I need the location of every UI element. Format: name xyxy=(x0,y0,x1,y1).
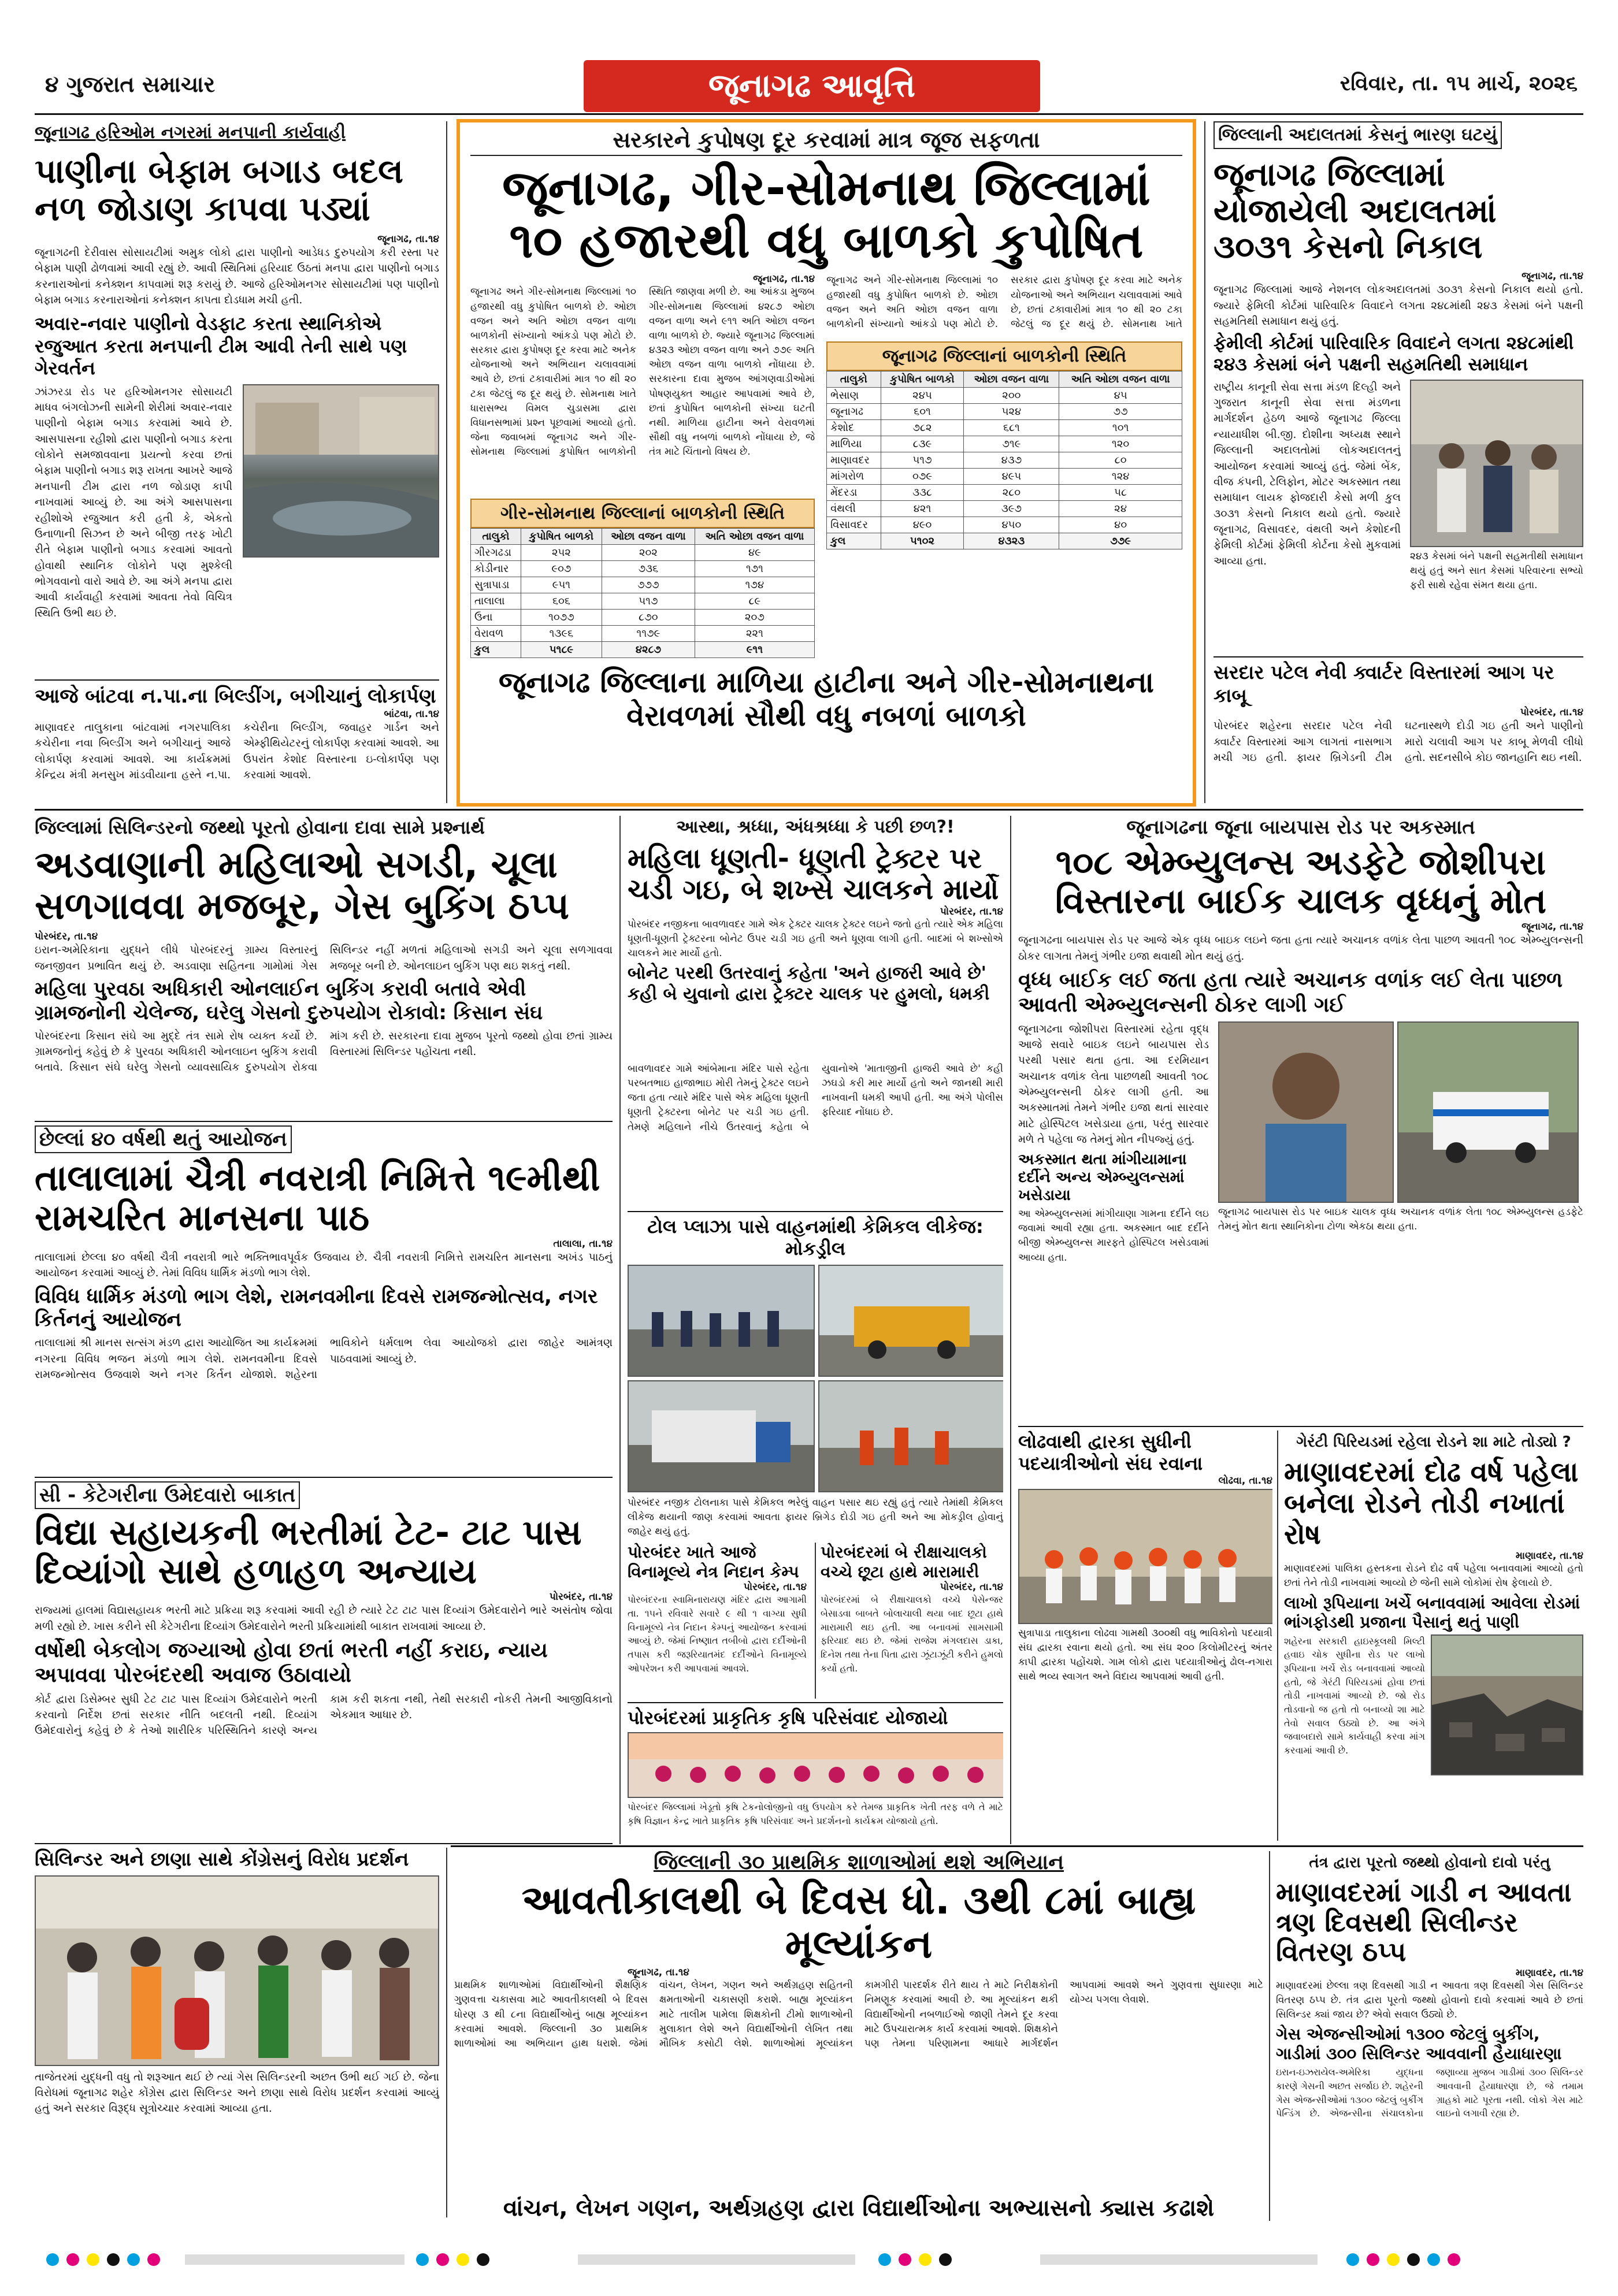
table-cell: કુલ xyxy=(827,533,881,549)
masthead-rule xyxy=(35,113,1583,115)
body-text: રાજ્યમાં હાલમાં વિદ્યાસહાયક ભરતી માટે પ્રક્રિયા શરૂ કરવામાં આવી રહી છે ત્યારે ટેટ ટાટ પાસ દિવ્યાંગ ઉમેદવારોને ભારે અસંતોષ જોવા મળી રહ્યો છે. ખાસ કરીને સી કેટેગરીના દિવ્યાંગ ઉમેદવારોને ભરતી પ્રક્રિયામાંથી બાકાત રાખવામાં આવ્યા છે. xyxy=(35,1604,613,1633)
table-row xyxy=(471,626,815,642)
dateline: તાલાલા, તા.૧૪ xyxy=(553,1238,613,1250)
registration-dot xyxy=(1407,2253,1420,2266)
table-cell: કોડીનાર xyxy=(471,561,521,577)
table-title-junagadh: જૂનાગઢ જિલ્લાનાં બાળકોની સ્થિતિ xyxy=(826,341,1182,371)
subhead: લાખો રૂપિયાના ખર્ચે બનાવવામાં આવેલા રોડમાં ભાંગફોડથી પ્રજાના પૈસાનું થતું પાણી xyxy=(1284,1593,1580,1632)
body-text: કોર્ટ દ્વારા ડિસેમ્બર સુધી ટેટ ટાટ પાસ દિવ્યાંગ ઉમેદવારોને ભરતી કરવાનો નિર્દેશ છતાં સરકાર નીતિ બદલતી નથી. દિવ્યાંગ ઉમેદવારોનું કહેવું છે કે તેઓ શારીરિક પરિસ્થિતિને કારણે અન્ય કામ કરી શકતા નથી, તેથી સરકારી નોકરી તેમની આજીવિકાનો એકમાત્ર આધાર છે. xyxy=(35,1693,613,1737)
registration-dot xyxy=(107,2253,120,2266)
body-text: પ્રાથમિક શાળાઓમાં વિદ્યાર્થીઓની શૈક્ષણિક ગુણવત્તા ચકાસવા માટે આવતીકાલથી બે દિવસ ધોરણ ૩ થી ૮ના વિદ્યાર્થીઓનું બાહ્ય મૂલ્યાંકન કરવામાં આવશે. જિલ્લાની ૩૦ પ્રાથમિક શાળાઓમાં આ અભિયાન હાથ ધરાશે. જેમાં વાંચન, લેખન, ગણન અને અર્થગ્રહણ સહિતની ક્ષમતાઓની ચકાસણી કરાશે. બાહ્ય મૂલ્યાંકન માટે તાલીમ પામેલા શિક્ષકોની ટીમો શાળાઓની મુલાકાત લેશે અને વિદ્યાર્થીઓની લેખિત તથા મૌખિક કસોટી લેશે. શાળાઓમાં મૂલ્યાંકન કામગીરી પારદર્શક રીતે થાય તે માટે નિરીક્ષકોની નિમણૂક કરવામાં આવી છે. આ મૂલ્યાંકન થકી વિદ્યાર્થીઓની નબળાઈઓ જાણી તેમને દૂર કરવા માટે ઉપચારાત્મક કાર્ય કરવામાં આવશે. શિક્ષકોને પણ તેમના પરિણામના આધારે માર્ગદર્શન આપવામાં આવશે અને ગુણવત્તા સુધારણા માટે યોગ્ય પગલા લેવાશે. xyxy=(454,1979,1263,2049)
kicker-box: સી - કેટેગરીના ઉમેદવારો બાકાત xyxy=(35,1481,300,1509)
body-text: ઇરાન-અમેરિકાના યુદ્ધને લીધે પોરબંદરનું ગ્રામ્ય વિસ્તારનું જનજીવન પ્રભાવિત થયું છે. અડવાણા સહિતના ગામોમાં ગેસ સિલિન્ડર નહીં મળતાં મહિલાઓ સગડી અને ચૂલા સળગાવવા મજબૂર બની છે. ઓનલાઇન બુકિંગ પણ થઇ શકતું નથી. xyxy=(35,944,613,972)
registration-dot xyxy=(878,2253,891,2266)
table-cell: ૪૫ xyxy=(1059,388,1182,404)
lok-adalat-photo xyxy=(1410,380,1583,547)
table-cell: ૨૮૦ xyxy=(964,485,1059,501)
article-school xyxy=(454,1851,1263,2232)
page-label: ૪ ગુજરાત સમાચાર xyxy=(45,72,216,97)
table-row xyxy=(827,436,1182,452)
edition-title: જૂનાગઢ આવૃત્તિ xyxy=(708,67,916,105)
table-cell: વિસાવદર xyxy=(827,517,881,533)
table-cell: ૨૫૨ xyxy=(521,545,602,561)
headline: ટોલ પ્લાઝા પાસે વાહનમાંથી કેમિકલ લીકેજ: મોકડ્રીલ xyxy=(647,1216,984,1260)
table-cell: ૪૩૨૩ xyxy=(964,533,1059,549)
table-cell: ૫૧૦૨ xyxy=(881,533,964,549)
table-cell: ૪૯૦ xyxy=(881,517,964,533)
headline: અડવાણાની મહિલાઓ સગડી, ચૂલા સળગાવવા મજબૂર, ગેસ બુકિંગ ઠપ્પ xyxy=(35,844,570,928)
section-rule xyxy=(628,1702,1003,1703)
section-rule xyxy=(35,809,1583,811)
table-total-row xyxy=(471,642,815,658)
headline: જૂનાગઢ, ગીર-સોમનાથ જિલ્લામાં ૧૦ હજારથી વધુ બાળકો કુપોષિત xyxy=(502,159,1151,269)
section-rule xyxy=(628,1211,1003,1212)
dateline: પોરબંદર, તા.૧૪ xyxy=(940,1581,1003,1593)
table-row xyxy=(471,545,815,561)
table-cell: ૬૮૧ xyxy=(964,420,1059,436)
table-row xyxy=(471,561,815,577)
headline: આવતીકાલથી બે દિવસ ધો. ૩થી ૮માં બાહ્ય મૂલ્યાંકન xyxy=(521,1878,1196,1968)
registration-marks-mid xyxy=(878,2253,1017,2271)
dateline: જૂનાગઢ, તા.૧૪ xyxy=(753,273,815,285)
article-water xyxy=(35,121,439,676)
table-cell: ૫૧૭ xyxy=(602,593,695,610)
dateline: લોઢવા, તા.૧૪ xyxy=(1218,1474,1272,1487)
column-rule xyxy=(1277,1431,1278,1841)
table-cell: કેશોદ xyxy=(827,420,881,436)
table-total-row xyxy=(827,533,1182,549)
article-lokarpan xyxy=(35,685,439,800)
body-text: જૂનાગઢ અને ગીર-સોમનાથ જિલ્લામાં ૧૦ હજારથી વધુ કુપોષિત બાળકો છે. ઓછા વજન અને અતિ ઓછા વજન વાળા બાળકોની સંખ્યાનો આંકડો પણ મોટો છે. સરકાર દ્વારા કુપોષણ દૂર કરવા માટે અનેક યોજનાઓ અને અભિયાન ચલાવવામાં આવે છે, છતાં ટકાવારીમાં માત્ર ૧૦ થી ૨૦ ટકા જેટલું જ દૂર થયું છે. સોમનાથ ખાતે ધારાસભ્ય વિમલ ચુડાસમા દ્વારા વિધાનસભામાં પ્રશ્ન પૂછવામાં આવ્યો હતો. જેના જવાબમાં જૂનાગઢ અને ગીર-સોમનાથ જિલ્લામાં કુપોષિત બાળકોની સ્થિતિ જાણવા મળી છે. આ આંકડા મુજબ ગીર-સોમનાથ જિલ્લામાં ૪૨૮૭ ઓછા વજન વાળા અને ૯૧૧ અતિ ઓછા વજન વાળા બાળકો છે. જ્યારે જૂનાગઢ જિલ્લામાં ૪૩૨૩ ઓછા વજન વાળા અને ૭૭૯ અતિ ઓછા વજન વાળા બાળકો નોંધાયા છે. સરકારના દાવા મુજબ આંગણવાડીઓમાં પોષણયુક્ત આહાર આપવામાં આવે છે, છતાં કુપોષિત બાળકોની સંખ્યા ઘટતી નથી. માળિયા હાટીના અને વેરાવળમાં સૌથી વધુ નબળાં બાળકો નોંધાયા છે, જે તંત્ર માટે ચિંતાનો વિષય છે. xyxy=(470,286,815,458)
registration-marks-right xyxy=(1346,2253,1566,2271)
table-cell: ૪૨૮૭ xyxy=(602,642,695,658)
dateline: માણાવદર, તા.૧૪ xyxy=(1515,1550,1583,1562)
headline: સરદાર પટેલ નેવી ક્વાર્ટર વિસ્તારમાં આગ પર કાબૂ xyxy=(1214,661,1554,707)
protest-illustration xyxy=(36,1877,439,2066)
kicker xyxy=(35,1125,613,1153)
table-cell: ૬૦૧ xyxy=(881,404,964,420)
street-illustration xyxy=(244,385,439,558)
table-cell: સુત્રાપાડા xyxy=(471,577,521,593)
article-tet xyxy=(35,1481,613,1840)
mockdrill-photo-3 xyxy=(628,1380,815,1492)
photo-caption: પોરબંદર નજીક ટોલનાકા પાસે કેમિકલ ભરેલું વાહન પસાર થઇ રહ્યું હતું ત્યારે તેમાંથી કેમિકલ લીકેજ થયાની જાણ કરવામાં આવતા ફાયર બ્રિગેડ દોડી ગઇ હતી અને આ મોકડ્રીલ હોવાનું જાહેર થયું હતું. xyxy=(628,1496,1003,1538)
table-cell: ૫૧૮૯ xyxy=(521,642,602,658)
kicker: જિલ્લામાં સિલિન્ડરનો જથ્થો પૂરતો હોવાના દાવા સામે પ્રશ્નાર્થ xyxy=(35,816,485,838)
table-cell: ૧૦૭૭ xyxy=(521,610,602,626)
table-cell: માંગરોળ xyxy=(827,469,881,485)
table-cell: ૧૨૦ xyxy=(1059,436,1182,452)
dateline: માણાવદર, તા.૧૪ xyxy=(1515,1967,1583,1979)
table-cell: ૮૦ xyxy=(1059,452,1182,469)
body-text: જૂનાગઢની દેરીવાસ સોસાયટીમાં અમુક લોકો દ્વારા પાણીનો આડેધડ દુરુપયોગ કરી રસ્તા પર બેફામ પાણી ઢોળવામાં આવી રહ્યું છે. આવી સ્થિતિમાં હરિયાદ ઉઠતાં મનપા દ્વારા પાણીનો બગાડ કરનારાઓનાં કનેક્શન કાપવામાં શરૂ કરાયું છે. આજે હરિઓમનગર સોસાયટીમાં પણ પાણીનો બેફામ બગાડ કરનારાઓનાં કનેક્શન કાપતા દોડધામ મચી હતી. xyxy=(35,246,439,307)
table-cell: ૨૦૨ xyxy=(602,545,695,561)
table-row xyxy=(471,577,815,593)
th: કુપોષિત બાળકો xyxy=(521,529,602,545)
photo-caption: જૂનાગઢ બાયપાસ રોડ પર બાઇક ચાલક વૃધ્ધ અચાનક વળાંક લેતા ૧૦૮ એમ્બ્યુલન્સ હડફેટે તેમનું મોત થતા સ્થાનિકોના ટોળા એકઠા થયા હતા. xyxy=(1218,1206,1583,1232)
body-text: સુત્રાપાડા તાલુકાના લોઢવા ગામથી ૩૦૦થી વધુ ભાવિકોનો પદયાત્રી સંઘ દ્વારકા રવાના થયો હતો. આ સંઘ ૨૦૦ કિલોમીટરનું અંતર કાપી દ્વારકા પહોંચશે. ગામ લોકો દ્વારા પદયાત્રીઓનું ઢોલ-નગારા સાથે ભવ્ય સ્વાગત અને વિદાય આપવામાં આવી હતી. xyxy=(1018,1627,1272,1683)
body-text: તાલાલામાં છેલ્લા ૪૦ વર્ષથી ચૈત્રી નવરાત્રી ભારે ભક્તિભાવપૂર્વક ઉજવાય છે. ચૈત્રી નવરાત્રી નિમિત્તે રામચરિત માનસના અખંડ પાઠનું આયોજન કરવામાં આવ્યું છે. તેમાં વિવિધ ધાર્મિક મંડળો ભાગ લેશે. xyxy=(35,1251,613,1280)
protest-photo xyxy=(35,1875,439,2066)
table-cell: ૩૯૭ xyxy=(964,501,1059,517)
registration-dot xyxy=(1387,2253,1400,2266)
table-cell: કુલ xyxy=(471,642,521,658)
article-malnutrition xyxy=(457,119,1196,807)
th: તાલુકો xyxy=(471,529,521,545)
section-rule xyxy=(35,1843,613,1844)
table-cell: ૪૨૧ xyxy=(881,501,964,517)
table-cell: ૧૧૭૯ xyxy=(602,626,695,642)
th: અતિ ઓછા વજન વાળા xyxy=(1059,371,1182,388)
table-cell: ૫૮ xyxy=(1059,485,1182,501)
table-cell: વેરાવળ xyxy=(471,626,521,642)
dateline: જૂનાગઢ, તા.૧૪ xyxy=(1521,270,1583,283)
table-cell: ૧૩૯૬ xyxy=(521,626,602,642)
table-gir xyxy=(470,528,815,658)
registration-dot xyxy=(436,2253,449,2266)
inset-headline: અકસ્માત થતા માંગીયામાના દર્દીને અન્ય એમ્બ્યુલન્સમાં ખસેડાયા xyxy=(1018,1150,1187,1204)
body-text: જૂનાગઢ અને ગીર-સોમનાથ જિલ્લામાં ૧૦ હજારથી વધુ કુપોષિત બાળકો છે. ઓછા વજન અને અતિ ઓછા વજન વાળા બાળકોની સંખ્યાનો આંકડો પણ મોટો છે. સરકાર દ્વારા કુપોષણ દૂર કરવા માટે અનેક યોજનાઓ અને અભિયાન ચલાવવામાં આવે છે, છતાં ટકાવારીમાં માત્ર ૧૦ થી ૨૦ ટકા જેટલું જ દૂર થયું છે. સોમનાથ ખાતે xyxy=(826,274,1182,330)
table-cell: ૭૭ xyxy=(1059,404,1182,420)
table-cell: ૧૭૪ xyxy=(695,577,814,593)
article-ramcharit xyxy=(35,1125,613,1472)
table-cell: મેંદરડા xyxy=(827,485,881,501)
dateline: જૂનાગઢ, તા.૧૪ xyxy=(1521,921,1583,933)
mockdrill-photo-4 xyxy=(818,1380,1003,1492)
article-padyatra xyxy=(1018,1431,1272,1841)
article-krishi xyxy=(628,1707,1003,1845)
table-cell: ૭૩૬ xyxy=(602,561,695,577)
body-text: ઝાંઝરડા રોડ પર હરિઓમનગર સોસાયટી માધવ બંગલોઝની સામેની શેરીમાં અવાર-નવાર પાણીનો બેફામ બગાડ કરવામાં આવે છે. આસપાસના રહીશો દ્વારા પાણીનો બગાડ કરતા લોકોને સમજાવવાના પ્રયત્નો કરવા છતાં બેફામ પાણીનો બગાડ શરૂ રાખતા આખરે આજે મનપાની ટીમ દ્વારા નળ જોડાણ કાપી નાખવામાં આવ્યું છે. આ અંગે આસપાસના રહીશોએ રજુઆત કરી હતી કે, એકતો ઉનાળાની સિઝન છે અને બીજી તરફ ખોટી રીતે બેફામ પાણીનો બગાડ કરવામાં આવતો હોવાથી સ્થાનિક લોકોને પણ મુશ્કેલી ભોગવવાનો વારો આવે છે. આ અંગે મનપા દ્વારા આવી કાર્યવાહી કરવામાં આવતા તેવો વિચિત્ર સ્થિતિ ઉભી થઇ છે. xyxy=(35,385,232,619)
kicker: આસ્થા, શ્રધ્ધા, અંધશ્રધ્ધા કે પછી છળ?! xyxy=(676,817,955,837)
headline: પોરબંદરમાં બે રીક્ષાચાલકો વચ્ચે છૂટા હાથે મારામારી xyxy=(821,1543,987,1581)
kicker: જિલ્લાની ૩૦ પ્રાથમિક શાળાઓમાં થશે અભિયાન xyxy=(653,1851,1064,1874)
table-cell: ૩૩૮ xyxy=(881,485,964,501)
dateline: પોરબંદર, તા.૧૪ xyxy=(743,1581,807,1593)
registration-dot xyxy=(46,2253,59,2266)
kicker: જૂનાગઢના જૂના બાયપાસ રોડ પર અકસ્માત xyxy=(1126,816,1475,839)
registration-dot xyxy=(147,2253,160,2266)
body-text: રાષ્ટ્રીય કાનૂની સેવા સત્તા મંડળ દિલ્હી અને ગુજરાત કાનૂની સેવા સત્તા મંડળના માર્ગદર્શન હેઠળ આજે જૂનાગઢ જિલ્લા ન્યાયાધીશ બી.જી. દોશીના અધ્યક્ષ સ્થાને જિલ્લાની અદાલતોમાં લોકઅદાલતનું આયોજન કરવામાં આવ્યું હતું. જેમાં બેંક, વીજ કંપની, ટેલિફોન, મોટર અકસ્માત તથા સમાધાન લાયક ફોજદારી કેસો મળી કુલ ૩૦૩૧ કેસનો નિકાલ થયો હતો. જ્યારે જૂનાગઢ, વિસાવદર, વંથલી અને કેશોદની ફેમિલી કોર્ટમાં ફેમિલી કોર્ટના કેસો મુકવામાં આવ્યા હતા. xyxy=(1214,381,1401,567)
table-cell: ૧૦૧ xyxy=(1059,420,1182,436)
dateline: પોરબંદર, તા.૧૪ xyxy=(940,905,1003,917)
table-cell: ૯૫૧ xyxy=(521,577,602,593)
table-cell: ૧૨૪ xyxy=(1059,469,1182,485)
column-rule xyxy=(1269,1851,1270,2221)
school-banner: વાંચન, લેખન ગણન, અર્થગ્રહણ દ્વારા વિદ્યાર્થીઓના અભ્યાસનો ક્યાસ કઢાશે xyxy=(503,2195,1215,2222)
photo-caption: ૨૪૩ કેસમાં બંને પક્ષની સહમતીથી સમાધાન થયું હતું અને સાત કેસમાં પરિવારના સભ્યો ફરી સાથે રહેવા સંમત થયા હતા. xyxy=(1410,550,1583,591)
kicker: સરકારને કુપોષણ દૂર કરવામાં માત્ર જૂજ સફળતા xyxy=(470,128,1182,156)
mockdrill-photo-1 xyxy=(628,1265,815,1377)
registration-dot xyxy=(1448,2253,1460,2266)
th: ઓછા વજન વાળા xyxy=(964,371,1059,388)
table-cell: ૮૩૯ xyxy=(881,436,964,452)
subhead: ફેમીલી કોર્ટમાં પારિવારિક વિવાદને લગતા ૨૪૮માંથી ૨૪૩ કેસમાં બંને પક્ષની સહમતિથી સમાધાન xyxy=(1214,333,1574,376)
table-cell: વંથલી xyxy=(827,501,881,517)
section-rule xyxy=(1018,1426,1583,1427)
kicker-box: છેલ્લાં ૪૦ વર્ષથી થતું આયોજન xyxy=(35,1125,292,1153)
krishi-photo xyxy=(628,1732,1003,1798)
body-text: માણાવદર તાલુકાના બાંટવામાં નગરપાલિકા કચેરીના નવા બિલ્ડીંગ અને બગીચાનું આજે લોકાર્પણ કરવામાં આવશે. આ કાર્યક્રમમાં કેન્દ્રિય મંત્રી મનસુખ માંડવીયાના હસ્તે ન.પા. કચેરીના બિલ્ડીંગ, જવાહર ગાર્ડન અને એમ્ફીથિયેટરનું લોકાર્પણ કરવામાં આવશે. આ ઉપરાંત કેશોદ વિસ્તારના ઇ-લોકાર્પણ પણ કરવામાં આવશે. xyxy=(35,721,439,781)
headline: આજે બાંટવા ન.પા.ના બિલ્ડીંગ, બગીચાનું લોકાર્પણ xyxy=(35,685,436,708)
table-row xyxy=(827,420,1182,436)
subhead: વૃધ્ધ બાઈક લઈ જતા હતા ત્યારે અચાનક વળાંક લઈ લેતા પાછળ આવતી એમ્બ્યુલન્સની ઠોકર લાગી ગઈ xyxy=(1018,968,1563,1017)
table-cell: ૪૯ xyxy=(695,545,814,561)
table-cell: ભેસાણ xyxy=(827,388,881,404)
headline: માણાવદરમાં દોઢ વર્ષ પહેલા બનેલા રોડને તોડી નખાતાં રોષ xyxy=(1284,1456,1579,1551)
registration-dot xyxy=(457,2253,469,2266)
table-cell: ૪૯૫ xyxy=(964,469,1059,485)
kicker xyxy=(1214,121,1583,149)
table-row xyxy=(827,501,1182,517)
table-junagadh xyxy=(826,371,1182,549)
table-cell: ૯૦૭ xyxy=(521,561,602,577)
headline: વિદ્યા સહાયકની ભરતીમાં ટેટ- ટાટ પાસ દિવ્યાંગો સાથે હળાહળ અન્યાય xyxy=(35,1513,582,1592)
table-row xyxy=(827,517,1182,533)
subhead: મહિલા પુરવઠા અધિકારી ઓનલાઈન બુકિંગ કરાવી બતાવે એવી ગ્રામજનોની ચેલેન્જ, ઘરેલુ ગેસનો દુરુપયોગ રોકાવો: કિસાન સંઘ xyxy=(35,978,543,1024)
article-road xyxy=(1284,1431,1583,1841)
table-cell: ૧૭૧ xyxy=(695,561,814,577)
dateline: જૂનાગઢ, તા.૧૪ xyxy=(628,1967,689,1979)
dateline: બાંટવા, તા.૧૪ xyxy=(384,708,439,720)
registration-dot xyxy=(477,2253,489,2266)
registration-dot xyxy=(919,2253,932,2266)
body-text: માણાવદરમાં છેલ્લા ત્રણ દિવસથી ગાડી ન આવતા ત્રણ દિવસથી ગેસ સિલિન્ડર વિતરણ ઠપ્પ છે. તંત્ર દ્વારા પૂરતો જથ્થો હોવાનો દાવો કરવામાં આવે છે છતાં સિલિન્ડર ક્યાં જાય છે? એવો સવાલ ઉઠ્યો છે. xyxy=(1276,1979,1583,2020)
table-cell: ૮૭૦ xyxy=(602,610,695,626)
section-rule xyxy=(1214,656,1583,657)
headline: જૂનાગઢ જિલ્લામાં યોજાયેલી અદાલતમાં ૩૦૩૧ કેસનો નિકાલ xyxy=(1214,156,1497,266)
article-fire xyxy=(1214,661,1583,803)
mockdrill-photo-2 xyxy=(818,1265,1003,1377)
subhead: ગેસ એજન્સીઓમાં ૧૩૦૦ જેટલું બુકીંગ, ગાડીમાં ૩૦૦ સિલિન્ડર આવવાની હૈયાધારણા xyxy=(1276,2024,1562,2063)
waterlogged-street-photo xyxy=(243,384,439,558)
article-dhunati xyxy=(628,816,1003,1058)
table-cell: ૯૧૧ xyxy=(695,642,814,658)
body-text: માણાવદરમાં પાલિકા હસ્તકના રોડને દોઢ વર્ષ પહેલા બનાવવામાં આવ્યો હતો છતાં તેને તોડી નાખવામાં આવ્યો છે જેની સામે લોકોમાં રોષ ફેલાયો છે. xyxy=(1284,1563,1583,1589)
date-line: રવિવાર, તા. ૧૫ માર્ચ, ૨૦૨૬ xyxy=(1339,72,1578,95)
table-cell: ૪૦ xyxy=(1059,517,1182,533)
registration-dot xyxy=(127,2253,140,2266)
table-row xyxy=(827,404,1182,420)
dateline: પોરબંદર, તા.૧૪ xyxy=(1520,707,1583,719)
body-text: જૂનાગઢના જોશીપરા વિસ્તારમાં રહેતા વૃદ્ધ આજે સવારે બાઇક લઇને બાયપાસ રોડ પરથી પસાર થતા હતા. આ દરમિયાન અચાનક વળાંક લેતા પાછળથી આવતી ૧૦૮ એમ્બ્યુલન્સની ઠોકર લાગી હતી. આ અકસ્માતમાં તેમને ગંભીર ઇજા થતાં સારવાર માટે હોસ્પિટલ ખસેડાયા હતા, પરંતુ સારવાર મળે તે પહેલા જ તેમનું મોત નીપજ્યું હતું. xyxy=(1018,1023,1209,1146)
registration-dot xyxy=(1367,2253,1379,2266)
kicker: ગેરંટી પિરિયડમાં રહેલા રોડને શા માટે તોડ્યો ? xyxy=(1296,1433,1571,1451)
table-cell: માળિયા xyxy=(827,436,881,452)
th: તાલુકો xyxy=(827,371,881,388)
table-cell: ૨૨૧ xyxy=(695,626,814,642)
registration-bar xyxy=(1040,2254,1318,2265)
dateline: પોરબંદર, તા.૧૪ xyxy=(35,931,98,943)
headline: લોઢવાથી દ્વારકા સુધીની પદયાત્રીઓનો સંઘ રવાના xyxy=(1018,1431,1203,1475)
body-text: પોરબંદરના સ્વામિનારાયણ મંદિર દ્વારા આગામી તા. ૧૫ને રવિવારે સવારે ૯ થી ૧ વાગ્યા સુધી વિનામૂલ્યે નેત્ર નિદાન કેમ્પનું આયોજન કરવામાં આવ્યું છે. જેમાં નિષ્ણાત તબીબો દ્વારા દર્દીઓની તપાસ કરી જરૂરિયાતમંદ દર્દીઓને વિનામૂલ્યે ઓપરેશન કરી આપવામાં આવશે. xyxy=(628,1594,807,1674)
column-rule xyxy=(1204,121,1205,803)
table-cell: ૪૩૭ xyxy=(964,452,1059,469)
kicker xyxy=(35,1481,613,1509)
headline: તાલાલામાં ચૈત્રી નવરાત્રી નિમિત્તે ૧૯મીથી રામચરિત માનસના પાઠ xyxy=(35,1157,600,1239)
article-gadi xyxy=(1276,1851,1583,2232)
subhead: અવાર-નવાર પાણીનો વેડફાટ કરતા સ્થાનિકોએ રજુઆત કરતા મનપાની ટીમ આવી તેની સાથે પણ ગેરવર્તન xyxy=(35,313,407,380)
table-cell: ૨૦૭ xyxy=(695,610,814,626)
registration-dot xyxy=(66,2253,79,2266)
registration-bar xyxy=(185,2254,404,2265)
body-text: પોરબંદર શહેરના સરદાર પટેલ નેવી ક્વાર્ટર વિસ્તારમાં આગ લાગતાં નાસભાગ મચી ગઇ હતી. ફાયર બ્રિગેડની ટીમ ઘટનાસ્થળે દોડી ગઇ હતી અને પાણીનો મારો ચલાવી આગ પર કાબૂ મેળવી લીધો હતો. સદનસીબે કોઇ જાનહાનિ થઇ નથી. xyxy=(1214,720,1583,764)
table-cell: ૫૨૪ xyxy=(964,404,1059,420)
subhead: વિવિધ ધાર્મિક મંડળો ભાગ લેશે, રામનવમીના દિવસે રામજન્મોત્સવ, નગર કિર્તનનું આયોજન xyxy=(35,1284,598,1332)
kicker-box: જિલ્લાની અદાલતમાં કેસનું ભારણ ઘટયું xyxy=(1214,121,1502,149)
column-rule xyxy=(1010,816,1011,1844)
registration-dot xyxy=(939,2253,952,2266)
table-cell: ૬૦૬ xyxy=(521,593,602,610)
body-text: જૂનાગઢ જિલ્લામાં આજે નેશનલ લોકઅદાલતમાં ૩૦૩૧ કેસનો નિકાલ થયો હતો. જ્યારે ફેમિલી કોર્ટમાં પારિવારિક વિવાદને લગતા ૨૪૮માંથી ૨૪૩ કેસમાં બંને પક્ષની સહમતિથી સમાધાન થયું હતું. xyxy=(1214,284,1583,328)
registration-dot xyxy=(1346,2253,1359,2266)
article-rickshaw xyxy=(821,1543,1003,1699)
registration-dot xyxy=(87,2253,99,2266)
body-text: ઇરાન-ઇઝરાયેલ-અમેરિકા યુદ્ધના કારણે ગેસની અછત સર્જાઇ છે. શહેરની ગેસ એજન્સીઓમાં ૧૩૦૦ જેટલું બુકીંગ પેન્ડિંગ છે. એજન્સીના સંચાલકોના જણાવ્યા મુજબ ગાડીમાં ૩૦૦ સિલિન્ડર આવવાની હૈયાધારણા છે, જે તમામ ગ્રાહકો માટે પૂરતા નથી. લોકો ગેસ માટે લાઇનો લગાવી રહ્યા છે. xyxy=(1276,2067,1583,2119)
table-cell: ૨૪ xyxy=(1059,501,1182,517)
section-rule xyxy=(451,1845,1583,1847)
malnutrition-banner: જૂનાગઢ જિલ્લાના માળિયા હાટીના અને ગીર-સોમનાથના વેરાવળમાં સૌથી વધુ નબળાં બાળકો xyxy=(498,666,1155,733)
registration-dot xyxy=(1427,2253,1440,2266)
subhead: વર્ષોથી બેકલોગ જગ્યાઓ હોવા છતાં ભરતી નહીં કરાઇ, ન્યાય અપાવવા પોરબંદરથી અવાજ ઉઠાવાયો xyxy=(35,1639,548,1688)
article-cylinder xyxy=(35,816,613,1116)
table-row xyxy=(471,610,815,626)
table-row xyxy=(827,388,1182,404)
courtroom-illustration xyxy=(1411,381,1583,547)
section-rule xyxy=(35,1477,613,1478)
body-text: બાવળાવદર ગામે આંબેમાના મંદિર પાસે રહેતા પરબતભાઇ હાજાભાઇ મોરી તેમનું ટ્રેક્ટર લઇને જતા હતા ત્યારે મંદિર પાસે એક મહિલા ધૂણતી ધૂણતી ટ્રેક્ટરના બોનેટ પર ચડી ગઇ હતી. તેમણે મહિલાને નીચે ઉતરવાનું કહેતા બે યુવાનોએ 'માતાજીની હાજરી આવે છે' કહી ઝઘડો કરી માર માર્યો હતો અને જાનથી મારી નાખવાની ધમકી આપી હતી. આ અંગે પોલીસ ફરિયાદ નોંધાઇ છે. xyxy=(628,1063,1003,1133)
table-cell: ઉના xyxy=(471,610,521,626)
article-ambulance xyxy=(1018,816,1583,1422)
body-text: જૂનાગઢના બાયપાસ રોડ પર આજે એક વૃધ્ધ બાઇક લઇને જતા હતા ત્યારે અચાનક વળાંક લેતા પાછળ આવતી ૧૦૮ એમ્બ્યુલન્સની ઠોકર લાગતા તેમનું ગંભીર ઇજા થવાથી મોત થયું હતું. xyxy=(1018,934,1583,963)
inset-body: આ એમ્બ્યુલન્સમાં માંગીયાણા ગામના દર્દીને લઇ જવામાં આવી રહ્યા હતા. અકસ્માત બાદ દર્દીને બીજી એમ્બ્યુલન્સ મારફતે હોસ્પિટલ ખસેડવામાં આવ્યા હતા. xyxy=(1018,1208,1209,1264)
headline: પોરબંદરમાં પ્રાકૃતિક કૃષિ પરિસંવાદ યોજાયો xyxy=(628,1707,948,1729)
th: અતિ ઓછા વજન વાળા xyxy=(695,529,814,545)
registration-bar xyxy=(578,2254,855,2265)
table-row xyxy=(471,593,815,610)
ambulance-accident-photo xyxy=(1397,1021,1579,1203)
headline: પોરબંદર ખાતે આજે વિનામૂલ્યે નેત્ર નિદાન કેમ્પ xyxy=(628,1543,799,1581)
th: ઓછા વજન વાળા xyxy=(602,529,695,545)
table-cell: ૦૭૯ xyxy=(881,469,964,485)
table-cell: ૮૯ xyxy=(695,593,814,610)
section-rule xyxy=(35,679,439,681)
body-text: શહેરના સરકારી હાઇસ્કૂલથી મિલ્ટી હવાઇ ચોક સુધીના રોડ પર લાખો રૂપિયાના ખર્ચે રોડ બનાવવામાં આવ્યો હતો, જે ગેરંટી પિરિયડમાં હોવા છતાં તોડી નાખવામાં આવ્યો છે. જો રોડ તોડવાનો જ હતો તો બનાવ્યો શા માટે તેવો સવાલ ઉઠ્યો છે. આ અંગે જવાબદારો સામે કાર્યવાહી કરવા માંગ કરવામાં આવી છે. xyxy=(1284,1635,1425,1756)
photo-caption: તાજેતરમાં યુદ્ધની વધુ તો શરૂઆત થઈ છે ત્યાં ગેસ સિલિન્ડરની અછત ઉભી થઈ ગઈ છે. જેના વિરોધમાં જૂનાગઢ શહેર કોંગ્રેસ દ્વારા સિલિન્ડર અને છાણા સાથે વિરોધ પ્રદર્શન કરવામાં આવ્યું હતું અને સરકાર વિરૂદ્ધ સૂત્રોચ્ચાર કરવામાં આવ્યા હતા. xyxy=(35,2071,439,2115)
column-rule xyxy=(619,816,621,1844)
dateline: જૂનાગઢ, તા.૧૪ xyxy=(377,233,439,245)
article-eyecamp xyxy=(628,1543,807,1699)
section-rule xyxy=(35,1121,613,1122)
table-cell: ૨૦૦ xyxy=(964,388,1059,404)
kicker: તંત્ર દ્વારા પૂરતો જથ્થો હોવાનો દાવો પરંતુ xyxy=(1309,1854,1550,1871)
dateline: પોરબંદર, તા.૧૪ xyxy=(549,1591,613,1603)
broken-road-photo xyxy=(1431,1634,1583,1775)
table-cell: માણાવદર xyxy=(827,452,881,469)
masthead xyxy=(0,0,1618,113)
headline: સિલિન્ડર અને છાણા સાથે કોંગ્રેસનું વિરોધ પ્રદર્શન xyxy=(35,1848,409,1870)
body-text: પોરબંદરમાં બે રીક્ષાચાલકો વચ્ચે પેસેન્જર બેસાડવા બાબતે બોલાચાલી થયા બાદ છૂટા હાથે મારામારી થઇ હતી. આ બનાવમાં સામસામી ફરિયાદ થઇ છે. જેમાં રાજેશ મંગલદાસ ડાકા, દિનેશ તથા તેના પિતા દ્વારા ઝૂંટાઝૂંટી કરીને હુમલો કર્યો હતો. xyxy=(821,1594,1003,1674)
victim-portrait-photo xyxy=(1218,1021,1394,1203)
article-court xyxy=(1214,121,1583,653)
photo-caption: પોરબંદર જિલ્લામાં ખેડૂતો કૃષિ ટેકનોલોજીનો વધુ ઉપયોગ કરે તેમજ પ્રાકૃતિક ખેતી તરફ વળે તે માટે કૃષિ વિજ્ઞાન કેન્દ્ર ખાતે પ્રાકૃતિક કૃષિ પરિસંવાદ અને પ્રદર્શનનો કાર્યક્રમ યોજાયો હતો. xyxy=(628,1801,1003,1827)
registration-dot xyxy=(416,2253,429,2266)
article-congress xyxy=(35,1848,439,2223)
article-chemical xyxy=(628,1216,1003,1539)
headline: ૧૦૮ એમ્બ્યુલન્સ અડફેટે જોશીપરા વિસ્તારના બાઈક ચાલક વૃધ્ધનું મોત xyxy=(1055,842,1547,922)
headline: માણાવદરમાં ગાડી ન આવતા ત્રણ દિવસથી સિલીન્ડર વિતરણ ઠપ્પ xyxy=(1276,1877,1572,1968)
column-rule xyxy=(446,1848,447,2217)
edition-banner xyxy=(584,60,1040,112)
padyatra-photo xyxy=(1018,1489,1272,1624)
table-cell: ૨૪૫ xyxy=(881,388,964,404)
body-text: પોરબંદર નજીકના બાવળાવદર ગામે એક ટ્રેક્ટર ચાલક ટ્રેક્ટર લઇને જતો હતો ત્યારે એક મહિલા ધૂણતી-ધૂણતી ટ્રેક્ટરના બોનેટ ઉપર ચડી ગઇ હતી અને ધૂણવા લાગી હતી. બાદમાં બે શખ્સોએ ચાલકને માર માર્યો હતો. xyxy=(628,918,1003,959)
table-cell: ગીરગઢડા xyxy=(471,545,521,561)
table-cell: ૭૮૨ xyxy=(881,420,964,436)
th: કુપોષિત બાળકો xyxy=(881,371,964,388)
table-cell: ૭૧૯ xyxy=(964,436,1059,452)
table-cell: જૂનાગઢ xyxy=(827,404,881,420)
headline: મહિલા ધૂણતી- ધૂણતી ટ્રેક્ટર પર ચડી ગઇ, બે શખ્સે ચાલકને માર્યો xyxy=(628,842,999,906)
kicker: જૂનાગઢ હરિઓમ નગરમાં મનપાની કાર્યવાહી xyxy=(35,122,346,143)
registration-marks-center xyxy=(416,2253,555,2271)
subhead: બોનેટ પરથી ઉતરવાનું કહેતા 'અને હાજરી આવે છે' કહી બે યુવાનો દ્વારા ટ્રેક્ટર ચાલક પર હુમલો, ધમકી xyxy=(628,963,990,1004)
table-cell: તાલાલા xyxy=(471,593,521,610)
table-cell: ૪૫૦ xyxy=(964,517,1059,533)
table-row xyxy=(827,485,1182,501)
table-row xyxy=(827,469,1182,485)
table-title-gir: ગીર-સોમનાથ જિલ્લાનાં બાળકોની સ્થિતિ xyxy=(470,499,815,528)
column-rule xyxy=(815,1543,816,1699)
column-rule xyxy=(446,121,447,803)
table-cell: ૭૭૯ xyxy=(1059,533,1182,549)
registration-dot xyxy=(899,2253,911,2266)
body-text: પોરબંદરના કિસાન સંઘે આ મુદ્દે તંત્ર સામે રોષ વ્યક્ત કર્યો છે. ગ્રામજનોનું કહેવું છે કે પુરવઠા અધિકારી ઓનલાઇન બુકિંગ કરાવી બતાવે. કિસાન સંઘે ઘરેલુ ગેસનો વ્યાવસાયિક દુરુપયોગ રોકવા માંગ કરી છે. સરકારના દાવા મુજબ પૂરતો જથ્થો હોવા છતાં ગ્રામ્ય વિસ્તારમાં સિલિન્ડર પહોંચતા નથી. xyxy=(35,1030,613,1074)
table-cell: ૭૭૭ xyxy=(602,577,695,593)
body-text: તાલાલામાં શ્રી માનસ સત્સંગ મંડળ દ્વારા આયોજિત આ કાર્યક્રમમાં નગરના વિવિધ ભજન મંડળો ભાગ લેશે. રામનવમીના દિવસે રામજન્મોત્સવ ઉજવાશે અને નગર કિર્તન યોજાશે. શહેરના ભાવિકોને ધર્મલાભ લેવા આયોજકો દ્વારા જાહેર આમંત્રણ પાઠવવામાં આવ્યું છે. xyxy=(35,1337,613,1381)
headline: પાણીના બેફામ બગાડ બદલ નળ જોડાણ કાપવા પડ્યાં xyxy=(35,151,403,228)
body-text-continued xyxy=(826,273,1182,337)
table-cell: ૫૧૭ xyxy=(881,452,964,469)
table-row xyxy=(827,452,1182,469)
